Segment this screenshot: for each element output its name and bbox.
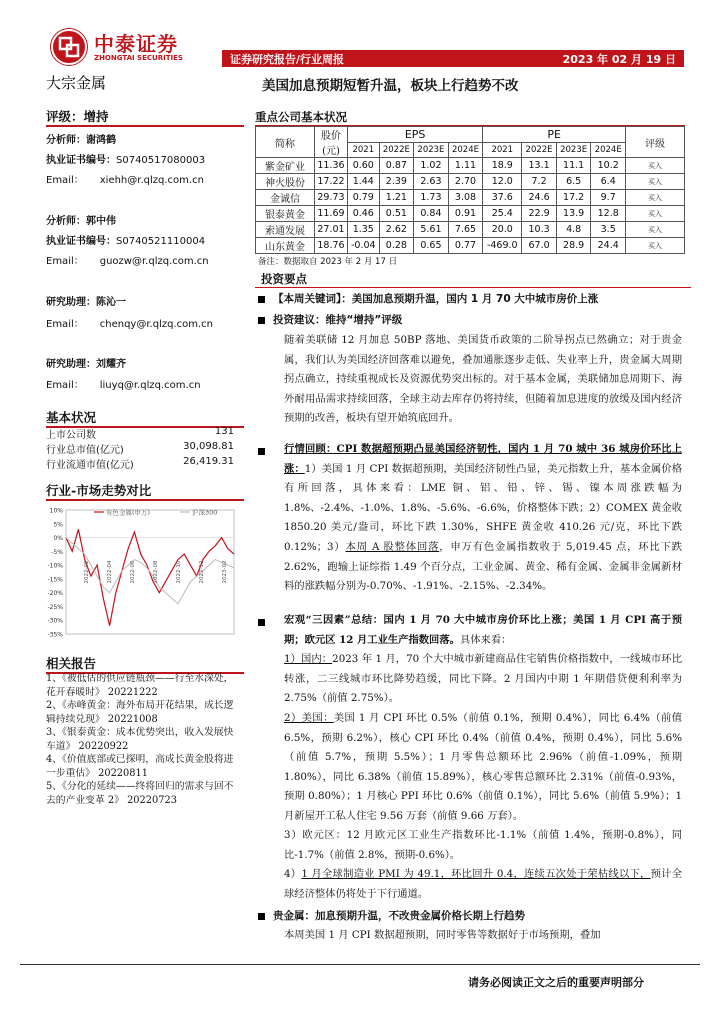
email-link[interactable]: chenqy@r.qlzq.com.cn	[99, 319, 213, 330]
pe-cell: 12.8	[591, 206, 626, 222]
pe-cell: 12.0	[483, 174, 522, 190]
report-text: 4、《价值底部或已探明，高成长黄金股将进一步重估》	[46, 754, 234, 779]
year-header: 2024E	[591, 142, 626, 158]
table-row	[256, 158, 685, 174]
eps-cell: 1.21	[379, 190, 414, 206]
table-row	[256, 238, 685, 254]
col-name-header: 简称	[256, 127, 315, 158]
report-date: 2023 年 02 月 19 日	[562, 53, 676, 66]
company-name: 山东黄金	[256, 238, 315, 254]
bullet-square-icon	[258, 913, 265, 920]
series-line-0	[66, 529, 234, 625]
email-label: Email：	[46, 175, 84, 186]
bullet-keywords	[258, 291, 598, 306]
domestic-text: 2023 年 1 月，70 个大中城市新建商品住宅销售价格指数中，一线城市环比转涨，二三线城市环比降势趋缓，同比下降。2 月国内中期 1 年期借贷便利利率为 2.75%（前值 2.75%）。	[284, 653, 682, 705]
email-link[interactable]: liuyq@r.qlzq.com.cn	[99, 380, 201, 391]
eps-cell: 1.44	[348, 174, 380, 190]
table-note: 备注：数据取自 2023 年 2 月 17 日	[258, 257, 398, 267]
us-label: 2）美国：	[284, 712, 334, 724]
year-header: 2021	[348, 142, 380, 158]
email-label: Email：	[46, 319, 84, 330]
pe-cell: 13.1	[522, 158, 557, 174]
pe-cell: 25.4	[483, 206, 522, 222]
bullet-square-icon	[258, 296, 265, 303]
para-precious: 本周美国 1 月 CPI 数据超预期，同时零售等数据好于市场预期，叠加	[284, 929, 601, 941]
series-line-1	[66, 538, 234, 604]
assistant-2	[46, 355, 126, 370]
report-date: 20221222	[107, 686, 158, 698]
pe-cell: 10.2	[591, 158, 626, 174]
analyst-1	[46, 131, 116, 146]
email-link[interactable]: xiehh@r.qlzq.com.cn	[99, 175, 204, 186]
company-name: 索通发展	[256, 222, 315, 238]
assistant-1	[46, 293, 126, 308]
basic-value: 131	[214, 426, 234, 437]
y-tick-label: -10%	[47, 562, 63, 570]
eps-cell: 7.65	[448, 222, 483, 238]
pe-cell: 28.9	[556, 238, 591, 254]
eps-cell: 1.73	[414, 190, 449, 206]
eps-cell: 0.77	[448, 238, 483, 254]
company-name: 神火股份	[256, 174, 315, 190]
price-cell: 27.01	[315, 222, 348, 238]
rating-cell: 买入	[626, 190, 685, 206]
bullet-review-marker	[258, 445, 273, 457]
rating-cell: 买入	[626, 238, 685, 254]
eps-cell: 0.51	[379, 206, 414, 222]
pe-cell: 6.5	[556, 174, 591, 190]
logo-text-cn: 中泰证券	[94, 32, 178, 56]
analyst-1-email	[46, 171, 204, 186]
rating-cell: 买入	[626, 206, 685, 222]
us-text: 美国 1 月 CPI 环比 0.5%（前值 0.1%，预期 0.4%），同比 6.4%（前值 6.5%，预期 6.2%），核心 CPI 环比 0.4%（前值 0.4%，预期 0.4%），同比 5.6%（前值 5.7%，预期 5.5%）；1 月零售总额环比 2.96%（前值-1.09%，预期 1.80%），同比 6.38%（前值 15.89%），核心零售总额环比 2.31%（前值-0.93%，预期 0.80%）；1 月核心 PPI 环比 0.6%（前值 0.1%），同比 5.6%（前值 5.9%）；1 月新屋开工私人住宅 9.56 万套（前值 9.66 万套）。	[284, 712, 682, 822]
pe-cell: 18.9	[483, 158, 522, 174]
y-tick-label: -5%	[51, 548, 63, 556]
basic-value: 26,419.31	[183, 456, 234, 467]
market-chart-title: 行业-市场走势对比	[46, 481, 244, 501]
rating-cell: 买入	[626, 222, 685, 238]
report-item[interactable]	[46, 672, 236, 699]
report-date: 20221008	[107, 713, 158, 725]
company-name: 金诚信	[256, 190, 315, 206]
assistant-name: 刘耀齐	[96, 359, 126, 370]
pmi-text: 预计全球经济整体仍将处于下行通道。	[284, 868, 682, 900]
eps-cell: 2.70	[448, 174, 483, 190]
eps-cell: 0.87	[379, 158, 414, 174]
pe-cell: 37.6	[483, 190, 522, 206]
header-bar	[222, 50, 684, 67]
eps-cell: 1.11	[448, 158, 483, 174]
basic-status-title: 基本状况	[46, 408, 244, 428]
pmi-underline: 1 月全球制造业 PMI 为 49.1，环比回升 0.4，连续五次处于荣枯线以下，	[301, 868, 651, 880]
bullet-square-icon	[258, 619, 265, 626]
macro-heading: 宏观“三因素”总结：国内 1 月 70 大中城市房价环比上涨；美国 1 月 CPI 高于预期；欧元区 12 月工业生产指数回落。	[284, 614, 682, 646]
pe-cell: 9.7	[591, 190, 626, 206]
company-name: 银泰黄金	[256, 206, 315, 222]
eps-cell: 2.62	[379, 222, 414, 238]
eps-cell: -0.04	[348, 238, 380, 254]
company-name: 紫金矿业	[256, 158, 315, 174]
pe-cell: 6.4	[591, 174, 626, 190]
cert-label: 执业证书编号：	[46, 155, 116, 166]
report-item[interactable]	[46, 753, 236, 780]
eps-cell: 0.84	[414, 206, 449, 222]
basic-row	[46, 426, 234, 440]
report-item[interactable]	[46, 780, 236, 807]
bullet-precious	[258, 908, 525, 923]
footer-disclaimer: 请务必阅读正文之后的重要声明部分	[468, 976, 644, 989]
table-row	[256, 190, 685, 206]
pe-cell: 24.4	[591, 238, 626, 254]
pe-cell: 67.0	[522, 238, 557, 254]
y-tick-label: -25%	[47, 603, 63, 611]
eps-cell: 0.60	[348, 158, 380, 174]
table-row	[256, 222, 685, 238]
report-item[interactable]	[46, 699, 236, 726]
legend-label: 沪深300	[192, 508, 218, 517]
related-reports-list	[46, 672, 236, 807]
para-macro	[284, 611, 682, 650]
market-trend-chart	[40, 502, 240, 642]
price-cell: 17.22	[315, 174, 348, 190]
eps-cell: 2.63	[414, 174, 449, 190]
report-type: 证券研究报告/行业周报	[230, 53, 345, 66]
rating-label: 评级：	[46, 109, 84, 124]
x-tick-label: 2022-08	[153, 560, 159, 584]
bullet-square-icon	[258, 448, 265, 455]
para-eurozone: 3）欧元区：12 月欧元区工业生产指数环比-1.1%（前值 1.4%，预期-0.8%），同比-1.7%（前值 2.8%，预期-0.6%）。	[284, 829, 682, 861]
year-header: 2022E	[522, 142, 557, 158]
analyst-role: 分析师：	[46, 135, 86, 146]
bullet-advice	[258, 312, 402, 327]
assistant-role: 研究助理：	[46, 359, 96, 370]
para-advice: 随着美联储 12 月加息 50BP 落地、美国货币政策的二阶导拐点已然确立；对于贵金属，我们认为美国经济回落难以避免，叠加通胀逐步走低、失业率上升，贵金属大周期拐点确立，持续重视成长及资源优势突出标的。对于基本金属，美联储加息周期下、海外耐用品需求持续回落，全球主动去库存仍将持续，但随着加息进度的放缓及国内经济预期的改善，板块有望开始筑底回升。	[284, 334, 682, 425]
para-us	[284, 709, 682, 827]
rating-title	[46, 107, 244, 127]
pe-cell: 10.3	[522, 222, 557, 238]
x-tick-label: 2022-12	[199, 560, 205, 584]
pe-cell: 4.8	[556, 222, 591, 238]
eps-cell: 5.61	[414, 222, 449, 238]
analyst-1-cert	[46, 151, 205, 166]
pe-cell: 22.9	[522, 206, 557, 222]
eps-cell: 1.35	[348, 222, 380, 238]
report-text: 2、《赤峰黄金：海外布局开花结果，成长逻辑持续兑现》	[46, 700, 234, 725]
analyst-2	[46, 212, 116, 227]
col-pe-header: PE	[483, 127, 626, 143]
cert-number: S0740521110004	[116, 236, 206, 247]
basic-label: 行业流通市值(亿元)	[46, 460, 134, 471]
para-pmi	[284, 865, 682, 904]
domestic-label: 1）国内：	[284, 653, 333, 665]
legend-label: 有色金属(申万)	[106, 508, 151, 517]
eps-cell: 2.39	[379, 174, 414, 190]
price-cell: 18.76	[315, 238, 348, 254]
assistant-name: 陈沁一	[96, 297, 126, 308]
assistant-1-email	[46, 315, 213, 330]
sector-label: 大宗金属	[46, 74, 107, 92]
footer-divider	[20, 964, 700, 965]
cert-label: 执业证书编号：	[46, 236, 116, 247]
basic-label: 行业总市值(亿元)	[46, 445, 124, 456]
y-tick-label: 5%	[53, 521, 63, 529]
x-tick-label: 2022-04	[107, 560, 113, 584]
pe-cell: 11.1	[556, 158, 591, 174]
rating-value: 增持	[83, 109, 109, 124]
report-date: 20220811	[98, 767, 148, 779]
eps-cell: 0.28	[379, 238, 414, 254]
report-text: 1、《被低估的供应链瓶颈——行至水深处，花开春暖时》	[46, 673, 234, 698]
rating-cell: 买入	[626, 158, 685, 174]
report-date: 20220922	[78, 740, 129, 752]
y-tick-label: -15%	[47, 576, 63, 584]
company-table-title: 重点公司基本状况	[255, 109, 685, 126]
basic-row	[46, 441, 234, 455]
review-heading: 行情回顾：CPI 数据超预期凸显美国经济韧性，国内 1 月 70 城中 36 城房价环比上涨：	[284, 443, 682, 475]
x-tick-label: 2023-02	[222, 560, 228, 584]
email-label: Email：	[46, 380, 84, 391]
analyst-name: 郭中伟	[86, 216, 116, 227]
eps-cell: 0.65	[414, 238, 449, 254]
year-header: 2024E	[448, 142, 483, 158]
pe-cell: 17.2	[556, 190, 591, 206]
bullet-square-icon	[258, 317, 265, 324]
analyst-2-cert	[46, 232, 205, 247]
bullet-text: 贵金属：加息预期升温，不改贵金属价格长期上行趋势	[273, 910, 525, 922]
x-tick-label: 2022-06	[130, 560, 136, 584]
report-item[interactable]	[46, 726, 236, 753]
company-logo	[50, 28, 200, 70]
col-price-header: 股价	[315, 127, 348, 143]
cert-number: S0740517080003	[116, 155, 206, 166]
price-cell: 29.73	[315, 190, 348, 206]
email-label: Email：	[46, 256, 84, 267]
para-review	[284, 440, 682, 597]
year-header: 2022E	[379, 142, 414, 158]
logo-text-en: ZHONGTAI SECURITIES	[94, 54, 183, 62]
email-link[interactable]: guozw@r.qlzq.com.cn	[99, 256, 209, 267]
eps-cell: 3.08	[448, 190, 483, 206]
eps-cell: 0.46	[348, 206, 380, 222]
report-text: 3、《银泰黄金：成本优势突出，收入发展快车道》	[46, 727, 234, 752]
pe-cell: 20.0	[483, 222, 522, 238]
rating-cell: 买入	[626, 174, 685, 190]
review-text-a: 1）美国 1 月 CPI 数据超预期，美国经济韧性凸显，美元指数上升，基本金属价格有所回落，具体来看：LME 铜、铝、铅、锌、锡、镍本周涨跌幅为 1.8%、-2.4%、-1.0%、1.8%、-5.6%、-6.6%，价格整体下跌；2）COMEX 黄金收 1850.20 美元/盎司，环比下跌 1.30%，SHFE 黄金收 410.26 元/克，环比下跌 0.12%；3）	[284, 462, 682, 553]
year-header: 2023E	[414, 142, 449, 158]
related-reports-title: 相关报告	[46, 654, 244, 674]
x-tick-label: 2022-10	[176, 560, 182, 584]
pe-cell: 24.6	[522, 190, 557, 206]
y-tick-label: -35%	[47, 631, 63, 639]
year-header: 2021	[483, 142, 522, 158]
col-price-unit: (元)	[315, 142, 348, 158]
assistant-2-email	[46, 376, 201, 391]
col-eps-header: EPS	[348, 127, 483, 143]
macro-tail: 具体来看：	[459, 633, 512, 646]
pmi-prefix: 4）	[284, 868, 302, 880]
bullet-text: 投资建议：维持“增持”评级	[273, 314, 403, 326]
invest-title: 投资要点	[255, 271, 691, 288]
pe-cell: 13.9	[556, 206, 591, 222]
review-text-b: ，申万有色金属指数收于 5,019.45 点，环比下跌 2.62%，跑输上证综指 1.49 个百分点，工业金属、黄金、稀有金属、金属非金属新材料的涨跌幅分别为-0.70%、-1.91%、-2.15%、-2.34%。	[284, 540, 682, 593]
y-tick-label: 0%	[53, 535, 63, 543]
pe-cell: 3.5	[591, 222, 626, 238]
col-rating-header: 评级	[626, 127, 685, 158]
analyst-role: 分析师：	[46, 216, 86, 227]
analyst-name: 谢鸿鹤	[86, 135, 116, 146]
basic-row	[46, 456, 234, 470]
para-domestic	[284, 650, 682, 709]
bullet-macro-marker	[258, 616, 273, 628]
page-title: 美国加息预期短暂升温，板块上行趋势不改	[262, 78, 519, 94]
year-header: 2023E	[556, 142, 591, 158]
report-text: 5、《分化的延续——终将回归的需求与回不去的产业变革 2》	[46, 781, 234, 806]
assistant-role: 研究助理：	[46, 297, 96, 308]
price-cell: 11.69	[315, 206, 348, 222]
y-tick-label: -30%	[47, 617, 63, 625]
pe-cell: -469.0	[483, 238, 522, 254]
company-table	[255, 126, 685, 254]
logo-mark-icon	[50, 28, 88, 66]
table-row	[256, 206, 685, 222]
table-row	[256, 174, 685, 190]
bullet-text: 【本周关键词】：美国加息预期升温，国内 1 月 70 大中城市房价上涨	[273, 293, 599, 305]
basic-label: 上市公司数	[46, 430, 96, 441]
eps-cell: 1.02	[414, 158, 449, 174]
review-text-underline: 本周 A 股整体回落	[345, 540, 440, 553]
price-cell: 11.36	[315, 158, 348, 174]
analyst-2-email	[46, 252, 209, 267]
basic-value: 30,098.81	[183, 441, 234, 452]
pe-cell: 7.2	[522, 174, 557, 190]
y-tick-label: 10%	[49, 507, 63, 515]
y-tick-label: -20%	[47, 590, 63, 598]
report-date: 20220723	[127, 794, 177, 806]
x-tick-label: 2022-02	[84, 560, 90, 584]
eps-cell: 0.91	[448, 206, 483, 222]
eps-cell: 0.79	[348, 190, 380, 206]
